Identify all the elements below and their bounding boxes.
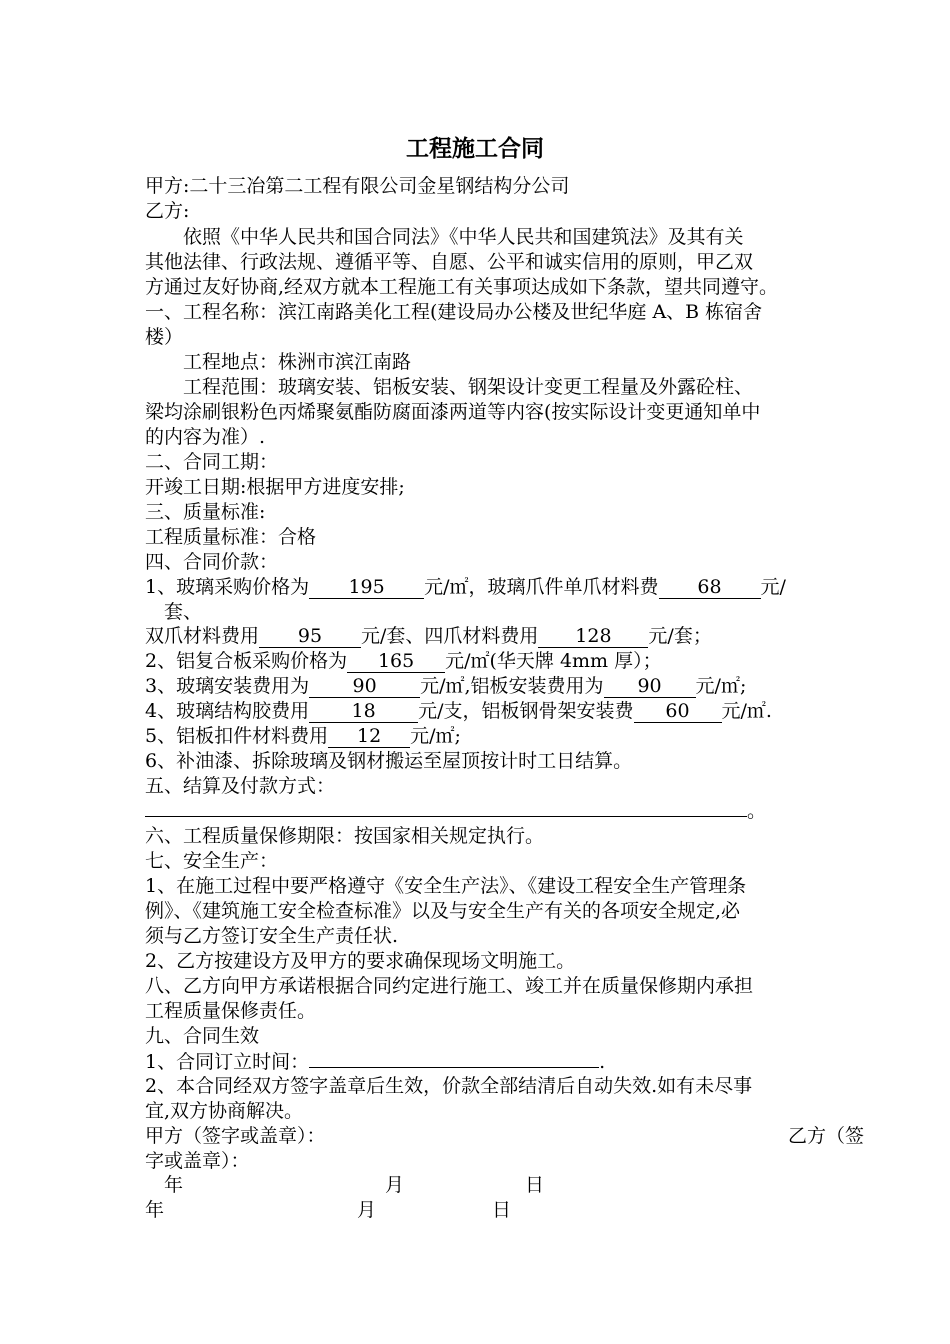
intro-line: 方通过友好协商,经双方就本工程施工有关事项达成如下条款，望共同遵守。 bbox=[145, 276, 779, 298]
price-label: 3、玻璃安装费用为 bbox=[145, 675, 310, 697]
glass-price-field: 195 bbox=[309, 577, 424, 599]
price-line-6 bbox=[145, 699, 772, 723]
price-label: 元/套； bbox=[648, 625, 712, 647]
price-label: 元/套、四爪材料费用 bbox=[361, 625, 539, 647]
single-claw-price-field: 68 bbox=[659, 577, 761, 599]
period-mark: 。 bbox=[747, 800, 767, 822]
effectiveness-line: 宜,双方协商解决。 bbox=[145, 1100, 304, 1122]
section-1-project-name: 一、工程名称：滨江南路美化工程(建设局办公楼及世纪华庭 A、B 栋宿舍 bbox=[145, 301, 763, 323]
intro-line: 其他法律、行政法规、遵循平等、自愿、公平和诚实信用的原则，甲乙双 bbox=[145, 251, 754, 273]
price-label: 元/㎡; bbox=[410, 725, 461, 747]
date-day-label: 日 bbox=[525, 1174, 545, 1196]
price-line-4 bbox=[145, 649, 662, 673]
payment-method-blank bbox=[145, 798, 747, 817]
glue-price-field: 18 bbox=[309, 701, 418, 723]
signing-date-blank bbox=[309, 1049, 599, 1068]
intro-line: 依照《中华人民共和国合同法》《中华人民共和国建筑法》及其有关 bbox=[145, 226, 744, 248]
party-a-line: 甲方:二十三冶第二工程有限公司金星钢结构分公司 bbox=[145, 175, 570, 197]
safety-line: 须与乙方签订安全生产责任状. bbox=[145, 925, 399, 947]
section-1-line: 楼） bbox=[145, 326, 184, 348]
double-claw-price-field: 95 bbox=[259, 626, 361, 648]
quality-standard-line: 工程质量标准：合格 bbox=[145, 526, 317, 548]
price-line-5 bbox=[145, 674, 746, 698]
period-mark: . bbox=[599, 1051, 606, 1073]
price-label: 元/㎡,铝板安装费用为 bbox=[420, 675, 604, 697]
date-day-label: 日 bbox=[492, 1199, 512, 1221]
signing-date-label: 1、合同订立时间： bbox=[145, 1051, 310, 1073]
party-b-line: 乙方: bbox=[145, 200, 190, 222]
project-scope-line: 梁均涂刷银粉色丙烯聚氨酯防腐面漆两道等内容(按实际设计变更通知单中 bbox=[145, 401, 761, 423]
fastener-price-field: 12 bbox=[328, 726, 410, 748]
price-label: 元/㎡，玻璃爪件单爪材料费 bbox=[424, 576, 659, 598]
section-5-heading: 五、结算及付款方式： bbox=[145, 775, 336, 797]
section-6-warranty: 六、工程质量保修期限：按国家相关规定执行。 bbox=[145, 825, 545, 847]
price-line-2: 套、 bbox=[145, 601, 203, 623]
project-scope: 工程范围：玻璃安装、铝板安装、钢架设计变更工程量及外露砼柱、 bbox=[145, 376, 754, 398]
price-label: 元/㎡; bbox=[695, 675, 747, 697]
party-b-signature-label-cont: 字或盖章）： bbox=[145, 1150, 250, 1172]
price-line-8: 6、补油漆、拆除玻璃及钢材搬运至屋顶按计时工日结算。 bbox=[145, 750, 633, 772]
party-b-signature-label: 乙方（签 bbox=[788, 1125, 865, 1147]
price-line-1 bbox=[145, 575, 786, 599]
alu-panel-price-field: 165 bbox=[347, 651, 445, 673]
price-label: 元/㎡. bbox=[721, 700, 772, 722]
safety-line: 1、在施工过程中要严格遵守《安全生产法》、《建设工程安全生产管理条 bbox=[145, 875, 747, 897]
price-line-3 bbox=[145, 624, 712, 648]
four-claw-price-field: 128 bbox=[538, 626, 648, 648]
price-label: 1、玻璃采购价格为 bbox=[145, 576, 310, 598]
project-scope-line: 的内容为准）. bbox=[145, 426, 266, 448]
price-label: 元/ bbox=[760, 576, 786, 598]
glass-install-price-field: 90 bbox=[309, 676, 420, 698]
section-7-heading: 七、安全生产： bbox=[145, 850, 279, 872]
price-label: 2、铝复合板采购价格为 bbox=[145, 650, 348, 672]
price-line-7 bbox=[145, 724, 461, 748]
price-label: 元/支，铝板钢骨架安装费 bbox=[418, 700, 634, 722]
price-label: 4、玻璃结构胶费用 bbox=[145, 700, 310, 722]
date-year-label: 年 bbox=[164, 1174, 184, 1196]
project-location: 工程地点：株洲市滨江南路 bbox=[145, 351, 412, 373]
frame-install-price-field: 60 bbox=[634, 701, 722, 723]
signing-date-line bbox=[145, 1049, 605, 1074]
safety-line: 2、乙方按建设方及甲方的要求确保现场文明施工。 bbox=[145, 950, 576, 972]
price-label: 元/㎡(华天牌 4mm 厚）； bbox=[445, 650, 662, 672]
payment-method-line bbox=[145, 798, 766, 823]
party-a-signature-label: 甲方（签字或盖章）： bbox=[145, 1125, 326, 1147]
date-month-label: 月 bbox=[357, 1199, 377, 1221]
date-year-label: 年 bbox=[145, 1199, 165, 1221]
safety-line: 例》、《建筑施工安全检查标准》以及与安全生产有关的各项安全规定,必 bbox=[145, 900, 741, 922]
section-2-heading: 二、合同工期： bbox=[145, 451, 279, 473]
section-9-heading: 九、合同生效 bbox=[145, 1025, 260, 1047]
section-4-heading: 四、合同价款： bbox=[145, 551, 279, 573]
section-8-line: 八、乙方向甲方承诺根据合同约定进行施工、竣工并在质量保修期内承担 bbox=[145, 975, 754, 997]
schedule-line: 开竣工日期:根据甲方进度安排; bbox=[145, 476, 405, 498]
alu-install-price-field: 90 bbox=[604, 676, 696, 698]
section-3-heading: 三、质量标准: bbox=[145, 501, 266, 523]
price-label: 双爪材料费用 bbox=[145, 625, 260, 647]
document-title: 工程施工合同 bbox=[406, 136, 544, 162]
date-month-label: 月 bbox=[385, 1174, 405, 1196]
effectiveness-line: 2、本合同经双方签字盖章后生效，价款全部结清后自动失效.如有未尽事 bbox=[145, 1075, 753, 1097]
section-8-line: 工程质量保修责任。 bbox=[145, 1000, 317, 1022]
price-label: 5、铝板扣件材料费用 bbox=[145, 725, 329, 747]
